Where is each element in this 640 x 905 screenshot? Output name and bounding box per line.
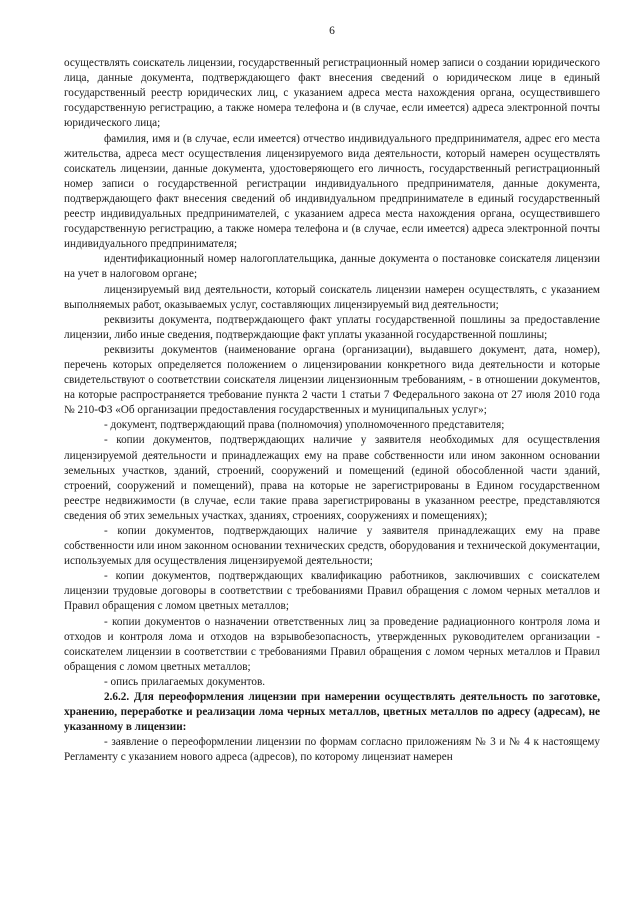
paragraph: реквизиты документа, подтверждающего факт уплаты государственной пошлины за предоставление лицензии, либо иные сведения, подтверждающие факт уплаты указанной государственной пошлины; [64,313,600,341]
list-item: - опись прилагаемых документов. [104,675,266,688]
page-number: 6 [329,25,335,37]
list-item: - копии документов, подтверждающих квалификацию работников, заключивших с соискателем лицензии трудовые договоры в соответствии с требованиями Правил обращения с ломом черных металлов и Правил обращения с ломом цветных металлов; [64,570,600,613]
section-heading: 2.6.2. Для переоформления лицензии при намерении осуществлять деятельность по заготовке, хранению, переработке и реализации лома черных металлов, цветных металлов по адресу (адресам), не указанному в лицензии: [64,691,600,734]
paragraph: фамилия, имя и (в случае, если имеется) отчество индивидуального предпринимателя, адрес его места жительства, адреса мест осуществления лицензируемого вида деятельности, который намерен осуществлять соискатель лицензии, данные документа, удостоверяющего его личность, государственный регистрационный номер записи о государственной регистрации индивидуального предпринимателя, данные документа, подтверждающего факт внесения сведений об индивидуальном предпринимателе в единый государственный реестр индивидуальных предпринимателей, с указанием адреса места нахождения органа, осуществившего государственную регистрацию, а также номера телефона и (в случае, если имеется) адреса электронной почты индивидуального предпринимателя; [64,132,600,251]
paragraph: осуществлять соискатель лицензии, государственный регистрационный номер записи о создании юридического лица, данные документа, подтверждающего факт внесения сведений о юридическом лице в единый государственный реестр юридических лиц, с указанием адреса места нахождения органа, осуществившего государственную регистрацию, а также номера телефона и (в случае, если имеется) адреса электронной почты юридического лица; [64,57,600,130]
paragraph: лицензируемый вид деятельности, который соискатель лицензии намерен осуществлять, с указанием выполняемых работ, оказываемых услуг, составляющих лицензируемый вид деятельности; [64,283,600,311]
list-item: - заявление о переоформлении лицензии по формам согласно приложениям № 3 и № 4 к настоящему Регламенту с указанием нового адреса (адресов), по которому лицензиат намерен [64,736,600,764]
paragraph: реквизиты документов (наименование органа (организации), выдавшего документ, дата, номер), перечень которых определяется положением о лицензировании конкретного вида деятельности и которые свидетельствуют о соответствии соискателя лицензии лицензионным требованиям, - в отношении документов, на которые распространяется требование пункта 2 части 1 статьи 7 Федерального закона от 27 июля 2010 года № 210-ФЗ «Об организации предоставления государственных и муниципальных услуг»; [64,343,600,417]
list-item: - копии документов о назначении ответственных лиц за проведение радиационного контроля лома и отходов и контроля лома и отходов на взрывобезопасность, утвержденных руководителем организации - соискателем лицензии в соответствии с требованиями Правил обращения с ломом черных металлов и Правил обращения с ломом цветных металлов; [64,615,600,673]
list-item: - документ, подтверждающий права (полномочия) уполномоченного представителя; [104,419,505,432]
paragraph: идентификационный номер налогоплательщика, данные документа о постановке соискателя лицензии на учет в налоговом органе; [64,253,600,281]
list-item: - копии документов, подтверждающих наличие у заявителя принадлежащих ему на праве собственности или ином законном основании технических средств, оборудования и технической документации, используемых для осуществления лицензируемой деятельности; [64,525,600,568]
document-body [64,56,600,765]
list-item: - копии документов, подтверждающих наличие у заявителя необходимых для осуществления лицензируемой деятельности и принадлежащих ему на праве собственности или ином законном основании земельных участков, зданий, строений, сооружений и помещений (единой обособленной части зданий, строений, сооружений и помещений), права на которые не зарегистрированы в Едином государственном реестре недвижимости (в случае, если такие права зарегистрированы в указанном реестре, представляются сведения об этих земельных участках, зданиях, строениях, сооружениях и помещениях); [64,434,600,522]
